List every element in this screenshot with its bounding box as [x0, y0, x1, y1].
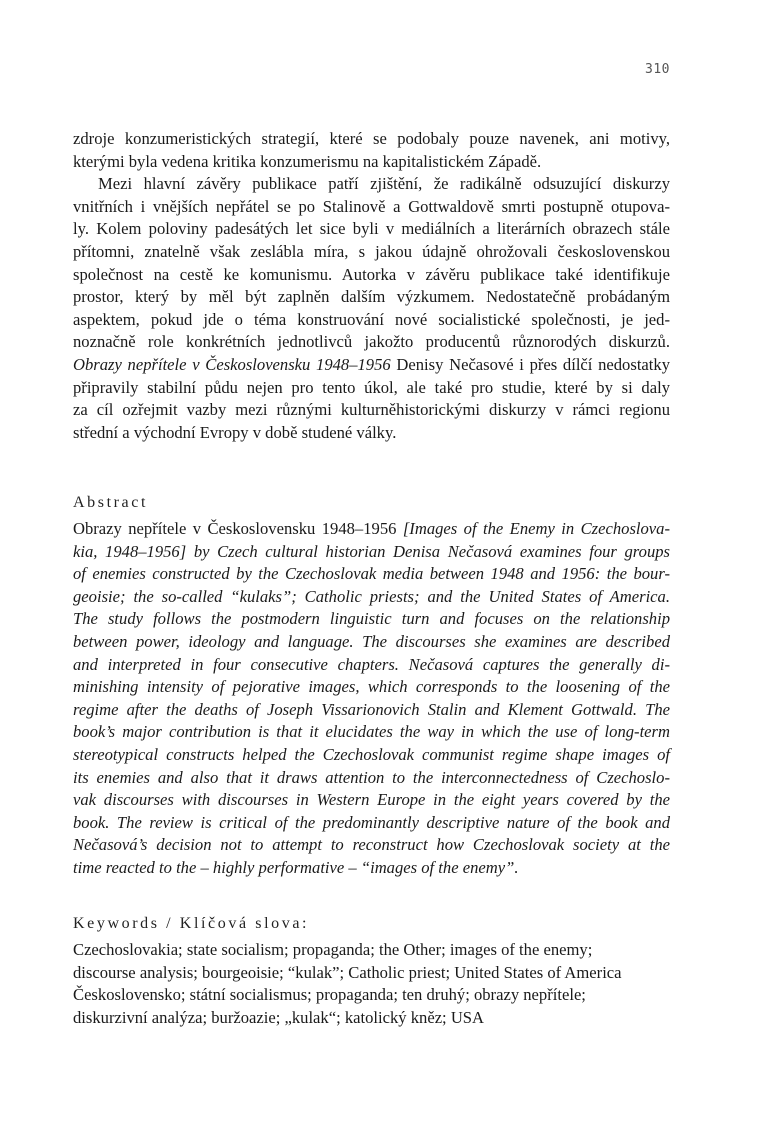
page-number: 310	[645, 62, 670, 77]
review-body-text	[73, 128, 670, 444]
keywords-line: discourse analysis; bourgeoisie; “kulak”; Catholic priest; United States of America	[73, 962, 622, 982]
body-line: střední a východní Evropy v době studené války.	[73, 422, 397, 442]
body-line: noznačně role konkrétních jednotlivců jakožto producentů různorodých diskurzů.	[73, 332, 670, 352]
body-line: Mezi hlavní závěry publikace patří zjištění, že radikálně odsuzující diskurzy	[98, 174, 670, 194]
abstract-line-cont: [Images of the Enemy in Czechoslova-	[396, 519, 670, 538]
abstract-line: its enemies and also that it draws attention to the interconnectedness of Czechoslo-	[73, 767, 670, 787]
abstract-line: book. The review is critical of the predominantly descriptive nature of the book and	[73, 812, 670, 832]
body-line: přítomni, znatelně však zeslábla míra, s jakou údajně ohrožovali československou	[73, 241, 670, 261]
book-title: Obrazy nepřítele v Československu 1948–1956	[73, 354, 391, 374]
keywords-line: diskurzivní analýza; buržoazie; „kulak“; katolický kněz; USA	[73, 1007, 485, 1027]
body-line: ly. Kolem poloviny padesátých let sice byli v mediálních a literárních obrazech stále	[73, 219, 670, 239]
abstract-line: time reacted to the – highly performative – “images of the enemy”.	[73, 857, 519, 877]
body-line: připravily stabilní půdu nejen pro tento úkol, ale také pro studie, které by si daly	[73, 377, 670, 397]
body-line: společnost na cestě ke komunismu. Autorka v závěru publikace také identifikuje	[73, 264, 670, 284]
body-line: prostor, který by měl být zaplněn dalším výzkumem. Nedostatečně probádaným	[73, 287, 670, 307]
body-line: za cíl ozřejmit vazby mezi různými kulturněhistorickými diskurzy v rámci regionu	[73, 400, 670, 420]
abstract-text	[73, 518, 670, 880]
abstract-line	[73, 518, 670, 541]
body-line-cont: Denisy Nečasové i přes dílčí nedostatky	[390, 354, 670, 374]
abstract-line: Nečasová’s decision not to attempt to reconstruct how Czechoslovak society at the	[73, 835, 670, 855]
abstract-line: and interpreted in four consecutive chapters. Nečasová captures the generally di-	[73, 654, 670, 674]
keywords-text	[73, 939, 670, 1029]
abstract-line: vak discourses with discourses in Western Europe in the eight years covered by the	[73, 790, 670, 810]
body-line: kterými byla vedena kritika konzumerismu na kapitalistickém Západě.	[73, 151, 542, 171]
abstract-line: kia, 1948–1956] by Czech cultural historian Denisa Nečasová examines four groups	[73, 541, 670, 561]
abstract-line: stereotypical constructs helped the Czechoslovak communist regime shape images of	[73, 744, 670, 764]
abstract-line: book’s major contribution is that it elucidates the way in which the use of long-term	[73, 722, 670, 742]
abstract-line: between power, ideology and language. The discourses she examines are described	[73, 631, 670, 651]
keywords-heading: Keywords / Klíčová slova:	[73, 915, 310, 932]
body-line: aspektem, pokud jde o téma konstruování nové socialistické společnosti, je jed-	[73, 309, 670, 329]
abstract-book-title: Obrazy nepřítele v Československu 1948–1956	[73, 519, 397, 538]
body-line: vnitřních i vnějších nepřátel se po Stalinově a Gottwaldově smrti postupně otupova-	[73, 196, 670, 216]
abstract-heading: Abstract	[73, 494, 149, 511]
abstract-line: minishing intensity of pejorative images, which corresponds to the loosening of the	[73, 677, 670, 697]
abstract-line: regime after the deaths of Joseph Vissarionovich Stalin and Klement Gottwald. The	[73, 699, 670, 719]
keywords-line: Czechoslovakia; state socialism; propaganda; the Other; images of the enemy;	[73, 940, 593, 959]
abstract-line: of enemies constructed by the Czechoslovak media between 1948 and 1956: the bour-	[73, 564, 670, 584]
body-line	[73, 354, 670, 377]
body-line: zdroje konzumeristických strategií, které se podobaly pouze navenek, ani motivy,	[73, 129, 670, 148]
abstract-line: The study follows the postmodern linguistic turn and focuses on the relationship	[73, 609, 670, 629]
abstract-line: geoisie; the so-called “kulaks”; Catholic priests; and the United States of America.	[73, 586, 670, 606]
keywords-line: Československo; státní socialismus; propaganda; ten druhý; obrazy nepřítele;	[73, 985, 586, 1005]
